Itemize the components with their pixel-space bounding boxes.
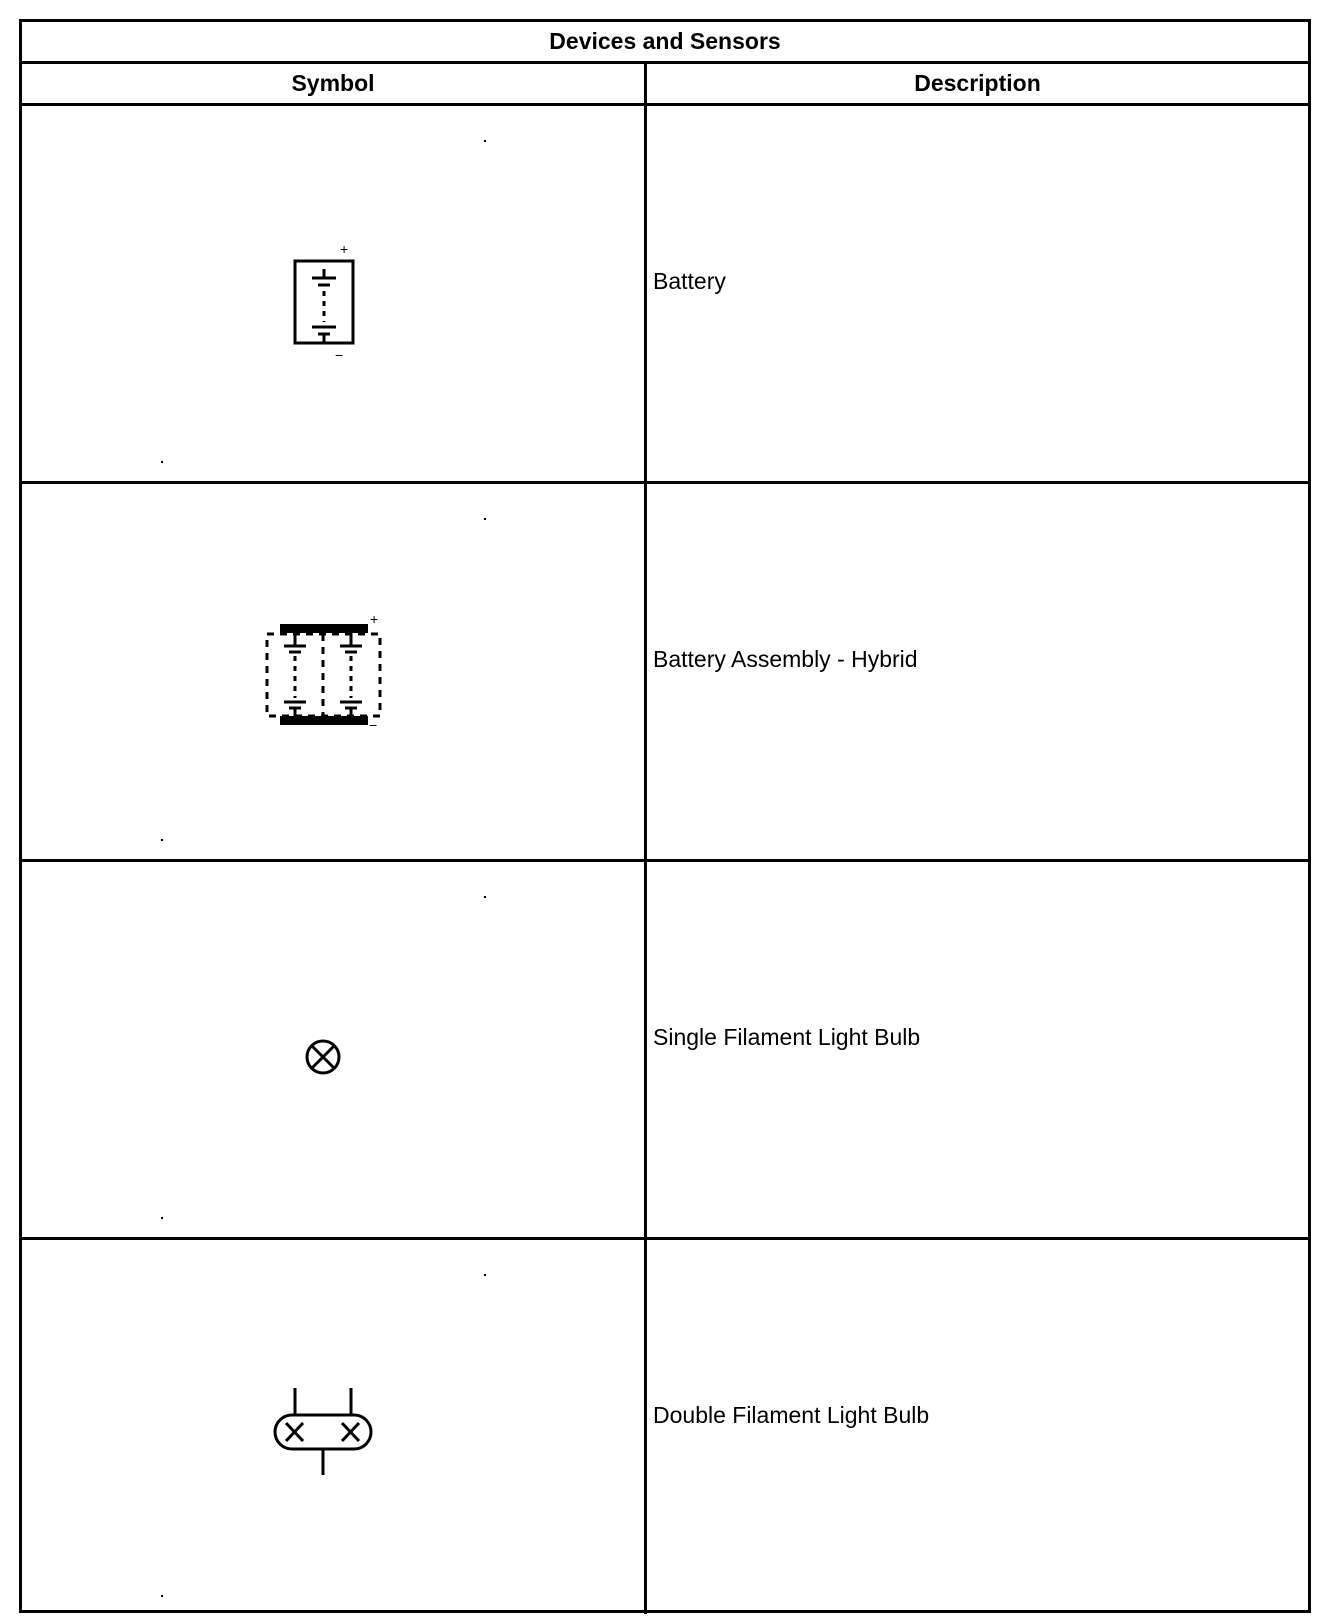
symbol-table (19, 19, 1311, 1613)
symbol-cell (22, 484, 647, 859)
battery-icon (22, 106, 644, 481)
table-row (22, 484, 1308, 862)
double-filament-bulb-icon (22, 1240, 644, 1615)
table-title: Devices and Sensors (22, 22, 1308, 64)
table-row (22, 1240, 1308, 1614)
row-description: Battery Assembly - Hybrid (653, 646, 918, 672)
table-row (22, 106, 1308, 484)
plus-label: + (340, 241, 349, 257)
scan-dot (161, 839, 163, 841)
symbol-cell (22, 862, 647, 1237)
row-description: Single Filament Light Bulb (653, 1024, 921, 1050)
table-row (22, 862, 1308, 1240)
description-column-header: Description (914, 70, 1041, 96)
symbol-column-header: Symbol (22, 64, 647, 103)
plus-label: + (370, 611, 379, 627)
symbol-cell (22, 1240, 647, 1614)
scan-dot (484, 1274, 486, 1276)
symbol-cell (22, 106, 647, 481)
row-description: Double Filament Light Bulb (653, 1401, 930, 1428)
minus-label: − (369, 717, 378, 733)
table-header-row (22, 64, 1308, 106)
scan-dot (484, 518, 486, 520)
battery-assembly-hybrid-icon (22, 484, 644, 859)
scan-dot (161, 1217, 163, 1219)
scan-dot (161, 1595, 163, 1597)
row-description: Battery (653, 268, 726, 294)
single-filament-bulb-icon (22, 862, 644, 1237)
scan-dot (161, 461, 163, 463)
scan-dot (484, 140, 486, 142)
minus-label: − (335, 347, 344, 363)
scan-dot (484, 896, 486, 898)
table-body (22, 106, 1308, 1614)
